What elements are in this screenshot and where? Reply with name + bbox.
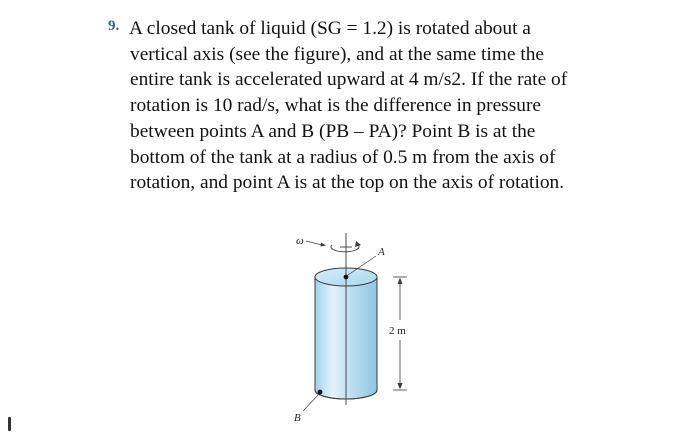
- problem-number: 9.: [108, 18, 120, 34]
- dimension-arrow-up: [398, 278, 403, 285]
- problem-line: between points A and B (PB – PA)? Point B is at the: [130, 120, 536, 142]
- height-label: 2 m: [389, 325, 406, 337]
- point-a-label: A: [378, 246, 385, 258]
- problem-line: A closed tank of liquid (SG = 1.2) is rotated about a: [129, 18, 531, 39]
- omega-leader-head: [321, 243, 327, 247]
- margin-mark: [8, 417, 11, 431]
- point-b-leader: [303, 394, 319, 411]
- problem-line: vertical axis (see the figure), and at the same time the: [130, 43, 545, 65]
- tank-figure: [270, 215, 430, 430]
- problem-line: rotation, and point A is at the top on the axis of rotation.: [130, 172, 565, 194]
- omega-leader: [306, 241, 322, 245]
- tank-diagram: [270, 215, 430, 430]
- dimension-arrow-down: [398, 383, 403, 390]
- problem-line: entire tank is accelerated upward at 4 m/s2. If the rate of: [130, 69, 568, 91]
- problem-statement: [130, 16, 625, 196]
- point-a-dot: [344, 275, 349, 280]
- rotation-arrow-head: [355, 241, 361, 247]
- problem-line: bottom of the tank at a radius of 0.5 m from the axis of: [130, 146, 556, 168]
- rotation-arrow: [331, 245, 359, 252]
- point-b-dot: [318, 390, 323, 395]
- omega-label: ω: [296, 235, 304, 247]
- point-b-label: B: [294, 412, 301, 424]
- problem-line: rotation is 10 rad/s, what is the difference in pressure: [130, 95, 542, 117]
